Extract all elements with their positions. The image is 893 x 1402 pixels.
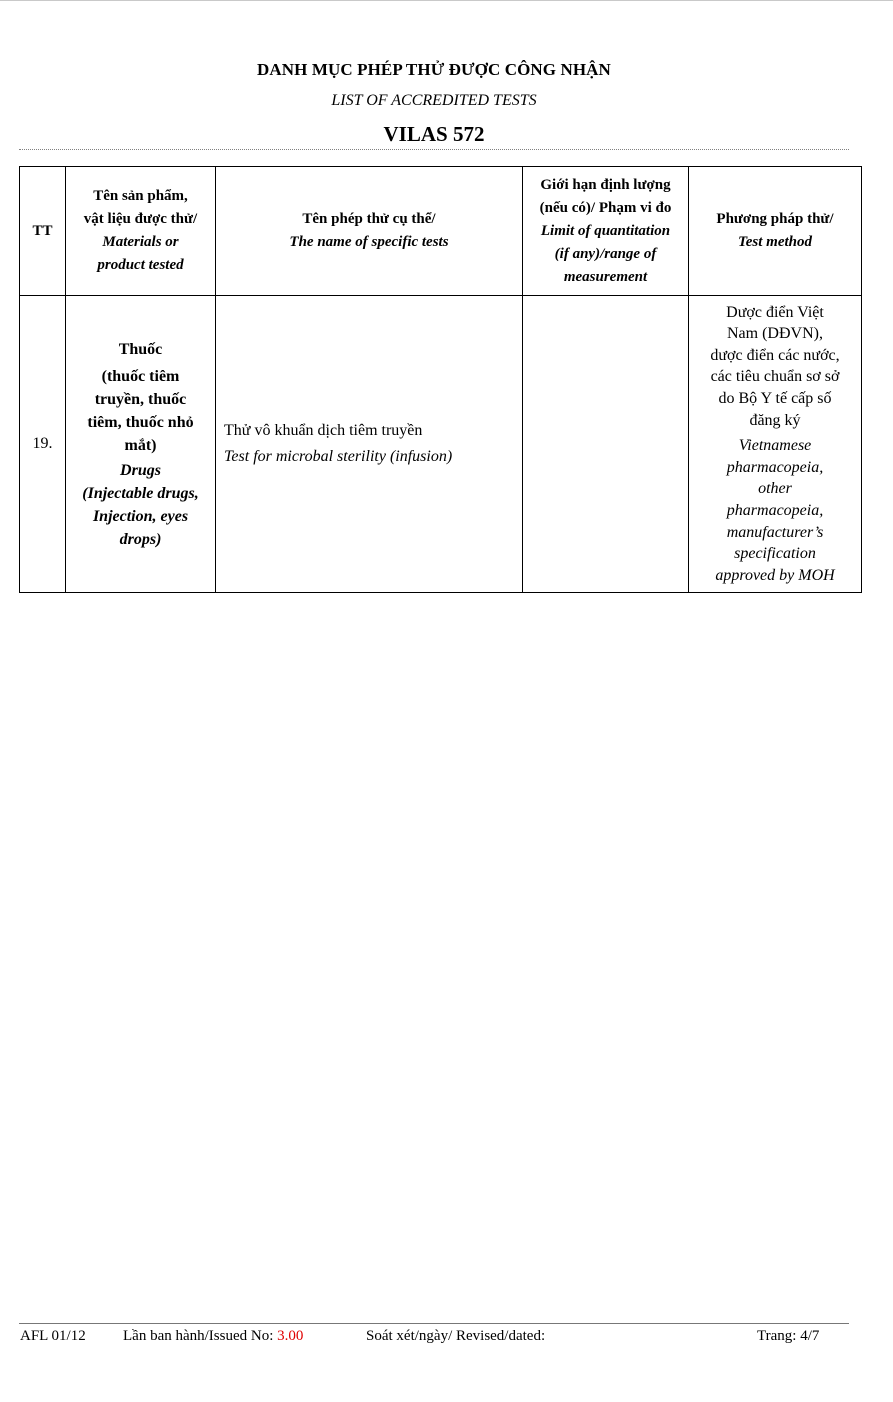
footer-page-number: Trang: 4/7 — [757, 1328, 820, 1344]
footer-divider — [19, 1323, 849, 1324]
footer-revised: Soát xét/ngày/ Revised/dated: — [366, 1328, 546, 1344]
header-divider — [19, 149, 849, 150]
material-cell: Thuốc (thuốc tiêm truyền, thuốc tiêm, thuốc nhỏ mắt) Drugs (Injectable drugs, Injection, eyes drops) — [66, 296, 216, 593]
limit-cell — [523, 296, 689, 593]
table-header-row — [20, 167, 862, 296]
method-cell: Dược điển Việt Nam (DĐVN), dược điển các nước, các tiêu chuẩn sơ sở do Bộ Y tế cấp số đăng ký Vietnamese pharmacopeia, other pharmacopeia, manufacturer’s specification approved by MOH — [689, 296, 862, 593]
accredited-tests-table — [19, 166, 862, 593]
column-header-materials: Tên sản phẩm, vật liệu được thử/ Materials or product tested — [66, 167, 216, 296]
column-header-limit: Giới hạn định lượng (nếu có)/ Phạm vi đo Limit of quantitation (if any)/range of measurement — [523, 167, 689, 296]
column-header-method: Phương pháp thử/ Test method — [689, 167, 862, 296]
footer-form-code: AFL 01/12 — [20, 1328, 86, 1344]
document-title-vietnamese: DANH MỤC PHÉP THỬ ĐƯỢC CÔNG NHẬN — [257, 60, 611, 79]
document-title-english: LIST OF ACCREDITED TESTS — [331, 92, 537, 109]
top-border — [0, 0, 893, 1]
issued-label: Lần ban hành/Issued No: — [123, 1328, 274, 1344]
issued-number: 3.00 — [277, 1328, 304, 1344]
accreditation-code: VILAS 572 — [383, 122, 485, 146]
table-row — [20, 296, 862, 593]
row-number: 19. — [20, 296, 66, 593]
test-name-cell: Thử vô khuẩn dịch tiêm truyền Test for microbal sterility (infusion) — [216, 296, 523, 593]
footer-issued — [123, 1328, 303, 1345]
column-header-tt: TT — [20, 167, 66, 296]
column-header-test-name: Tên phép thử cụ thể/ The name of specific tests — [216, 167, 523, 296]
